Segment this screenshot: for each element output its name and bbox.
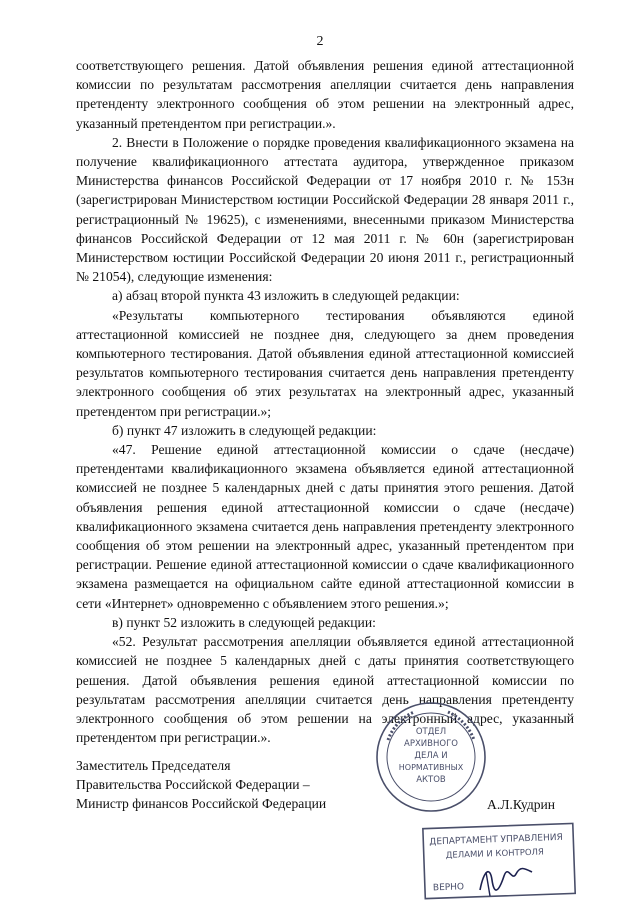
- rect-stamp-line-3: ВЕРНО: [432, 882, 465, 894]
- round-stamp-seal: [374, 700, 488, 814]
- signer-title-line-2: Правительства Российской Федерации –: [76, 777, 310, 793]
- signer-title-line-1: Заместитель Председателя: [76, 758, 231, 773]
- paragraph-subitem-b: б) пункт 47 изложить в следующей редакции:: [112, 422, 377, 438]
- round-stamp-line: ДЕЛА И: [414, 751, 448, 761]
- document-body: [76, 56, 574, 747]
- round-stamp-line: ОТДЕЛ: [415, 727, 447, 737]
- paragraph-subitem-v: в) пункт 52 изложить в следующей редакции:: [112, 614, 376, 630]
- round-stamp-line: НОРМАТИВНЫХ: [398, 763, 464, 772]
- paragraph-quote-52: «52. Результат рассмотрения апелляции объявляется единой аттестационной комиссией не позднее 5 календарных дней с даты принятия соответствующего решения. Датой объявления решения единой аттестационной комиссии по результатам рассмотрения апелляции считается день направления претенденту электронного сообщения об этом решении на электронный адрес, указанный претендентом при регистрации.».: [76, 634, 574, 746]
- paragraph-subitem-a: а) абзац второй пункта 43 изложить в следующей редакции:: [112, 288, 460, 304]
- rect-stamp-line-1: ДЕПАРТАМЕНТ УПРАВЛЕНИЯ: [429, 832, 563, 848]
- signer-name: А.Л.Кудрин: [487, 797, 556, 812]
- paragraph-quote-43: «Результаты компьютерного тестирования объявляются единой аттестационной комиссией не позднее дня, следующего за днем проведения компьютерного тестирования. Датой объявления единой аттестационной комиссией результатов компьютерного тестирования считается день направления претенденту электронного сообщения об этих результатах на электронный адрес, указанный претендентом при регистрации.»;: [76, 307, 574, 419]
- rect-stamp-certification: [420, 820, 580, 900]
- round-stamp-line: АРХИВНОГО: [404, 739, 458, 749]
- paragraph-continuation: соответствующего решения. Датой объявления решения единой аттестационной комиссии по результатам рассмотрения апелляции считается день направления претенденту электронного сообщения об этом решении на электронный адрес, указанный претендентом при регистрации.».: [76, 58, 574, 131]
- round-stamp-line: АКТОВ: [416, 775, 446, 785]
- paragraph-item-2: 2. Внести в Положение о порядке проведения квалификационного экзамена на получение квалификационного аттестата аудитора, утвержденное приказом Министерства финансов Российской Федерации от 17 ноября 2010 г. № 153н (зарегистрирован Министерством юстиции Российской Федерации 28 января 2011 г., регистрационный № 19625), с изменениями, внесенными приказом Министерства финансов Российской Федерации от 12 мая 2011 г. № 60н (зарегистрирован Министерством юстиции Российской Федерации 20 июня 2011 г., регистрационный № 21054), следующие изменения:: [76, 134, 574, 285]
- signer-title-line-3: Министр финансов Российской Федерации: [76, 796, 327, 812]
- paragraph-quote-47: «47. Решение единой аттестационной комиссии о сдаче (несдаче) претендентами квалификационного экзамена объявляется единой аттестационной комиссией не позднее 5 календарных дней с даты принятия этого решения. Датой объявления решения единой аттестационной комиссии о сдаче (несдаче) квалификационного экзамена считается день направления претенденту электронного сообщения об этом решении на электронный адрес, указанный претендентом при регистрации. Решение единой аттестационной комиссии о сдаче квалификационного экзамена размещается на официальном сайте единой аттестационной комиссии в сети «Интернет» одновременно с объявлением этого решения.»;: [76, 442, 574, 611]
- rect-stamp-line-2: ДЕЛАМИ И КОНТРОЛЯ: [445, 847, 545, 861]
- page-number: 2: [316, 34, 324, 49]
